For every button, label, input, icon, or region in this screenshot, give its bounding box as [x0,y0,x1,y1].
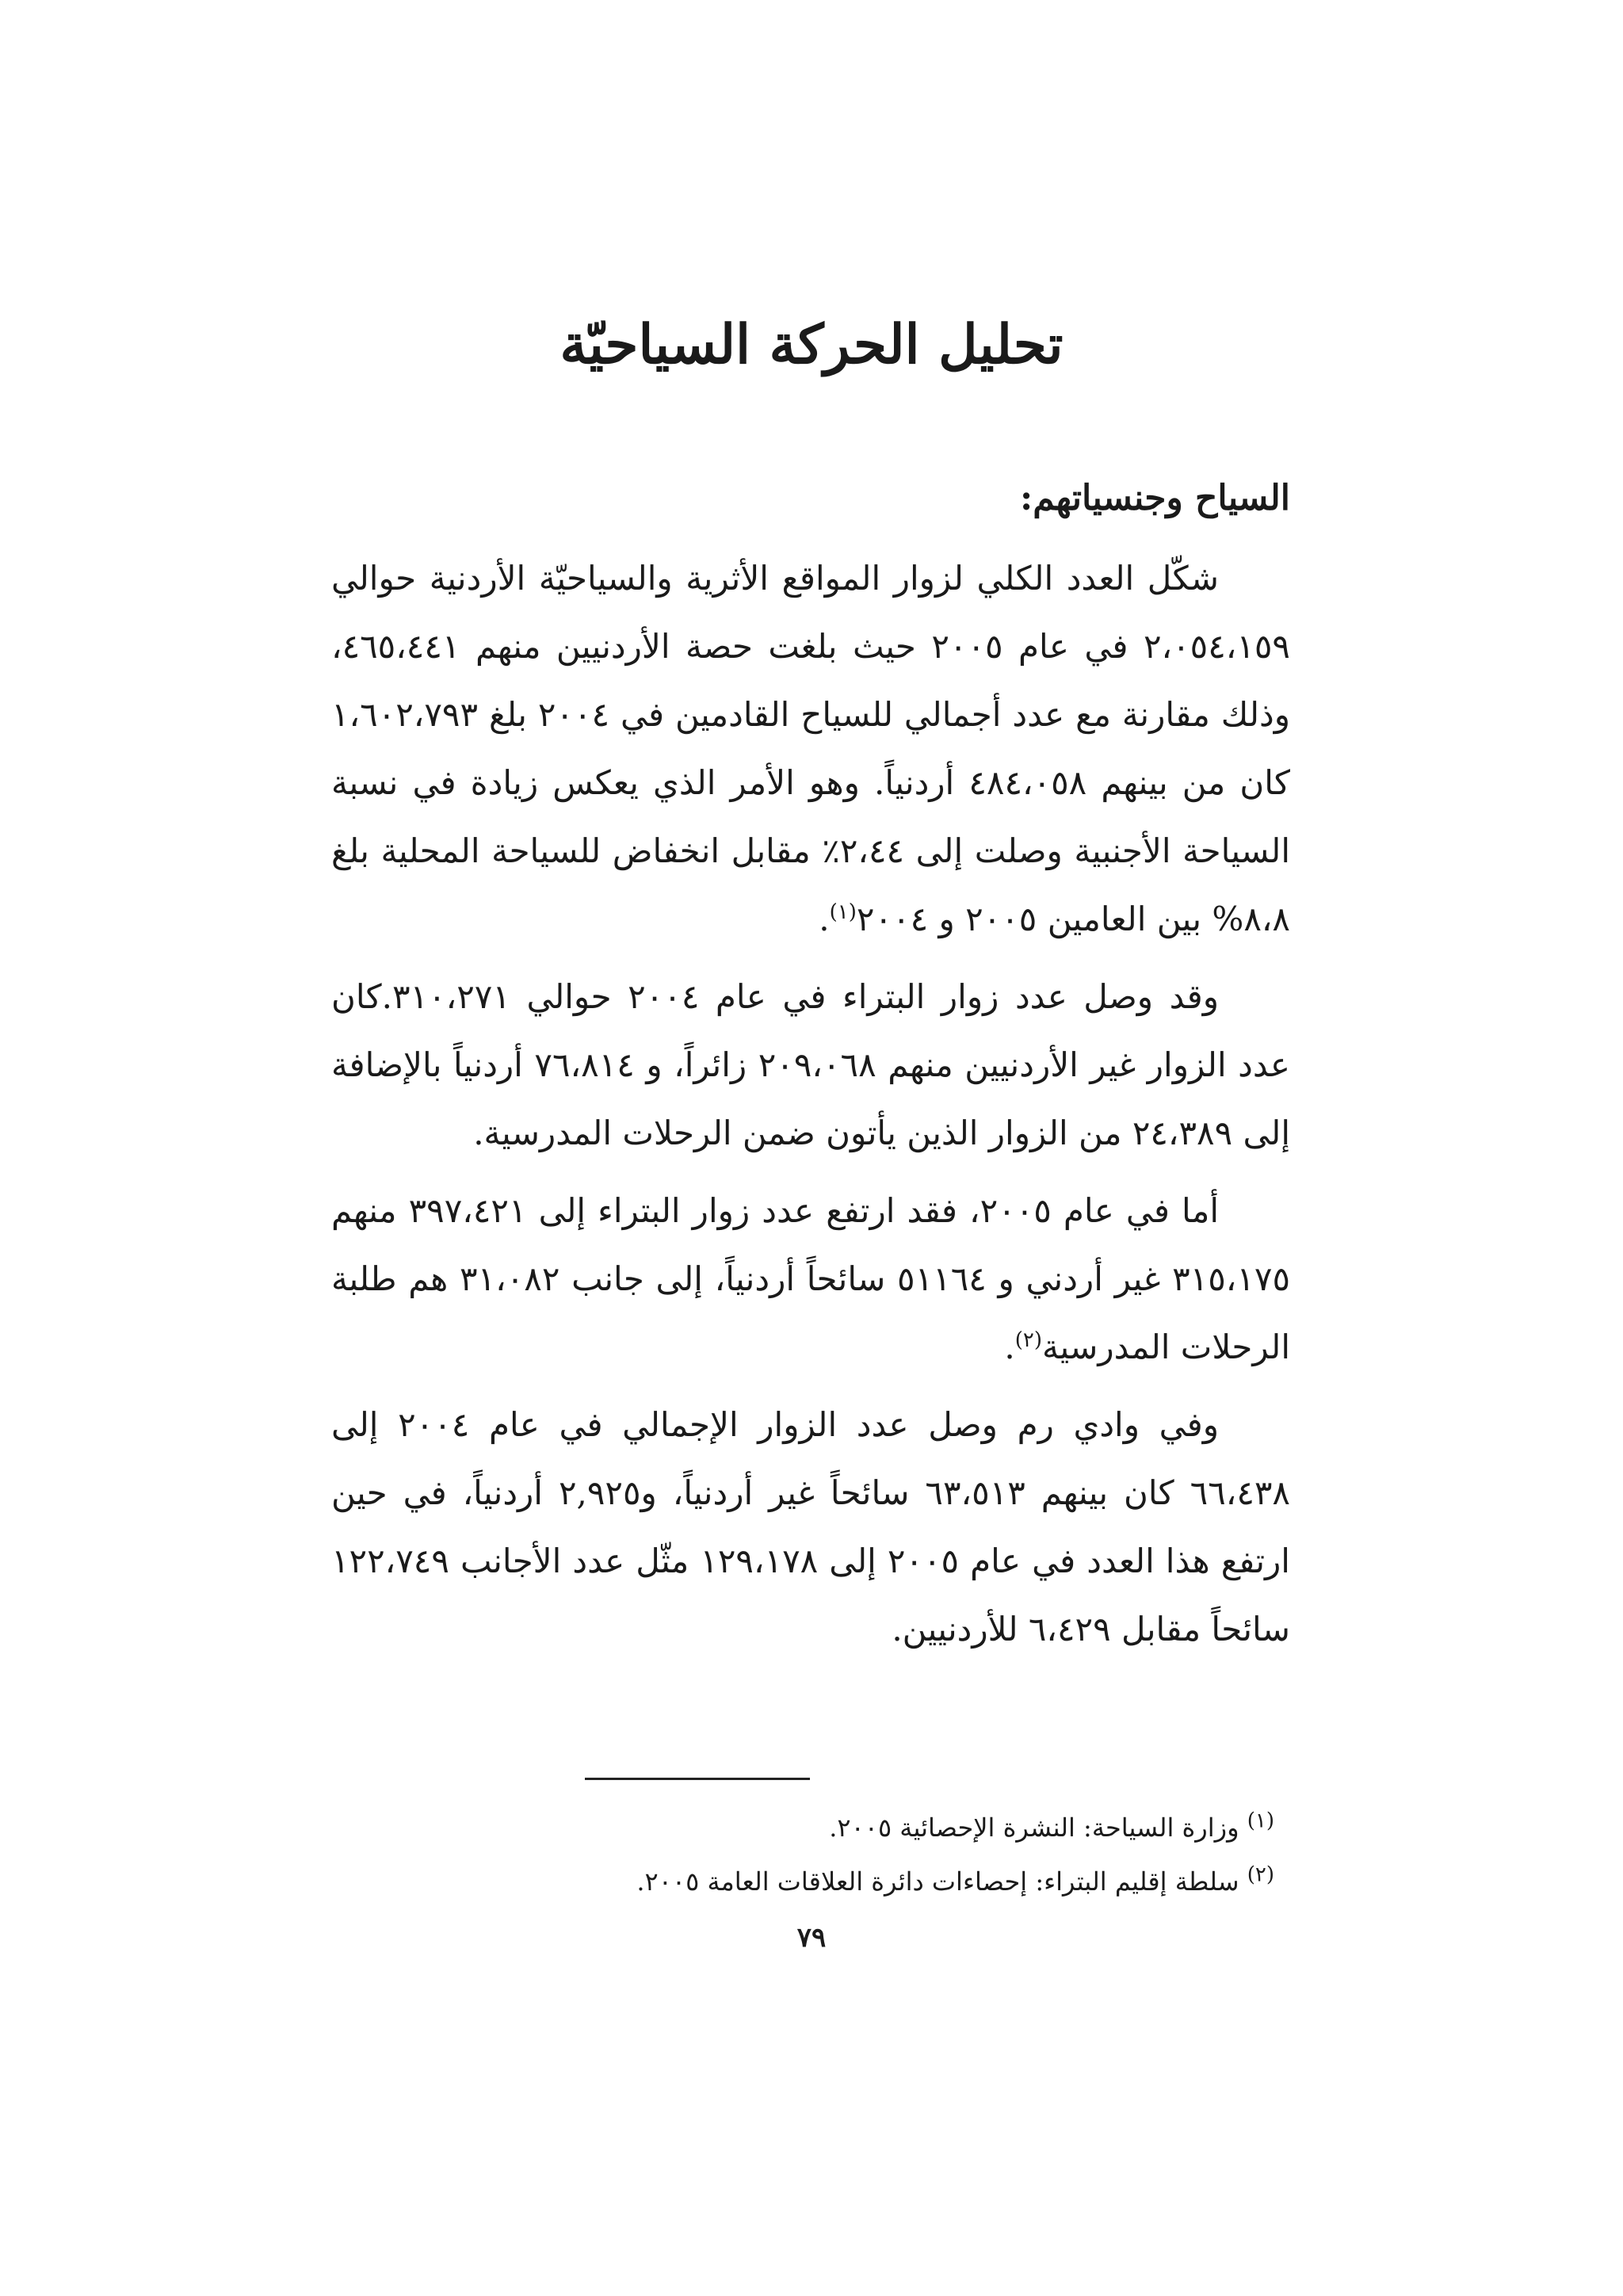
footnote-mark: (١) [1247,1809,1274,1833]
paragraph-text: أما في عام ٢٠٠٥، فقد ارتفع عدد زوار البتراء إلى ٣٩٧،٤٢١ منهم ٣١٥،١٧٥ غير أردني و ٥١١٦٤ سائحاً أردنياً، إلى جانب ٣١،٠٨٢ هم طلبة الرحلات المدرسية [331,1191,1291,1367]
footnote-1 [323,1801,1274,1855]
paragraph-text: وفي وادي رم وصل عدد الزوار الإجمالي في عام ٢٠٠٤ إلى ٦٦،٤٣٨ كان بينهم ٦٣،٥١٣ سائحاً غير أردنياً، و٢,٩٢٥ أردنياً، في حين ارتفع هذا العدد في عام ٢٠٠٥ إلى ١٢٩،١٧٨ مثّل عدد الأجانب ١٢٢،٧٤٩ سائحاً مقابل ٦،٤٢٩ للأردنيين. [331,1405,1290,1649]
paragraph-petra-2004 [331,963,1290,1167]
paragraph-end: . [1004,1328,1015,1367]
page-number: ٧٩ [796,1922,827,1954]
paragraph-petra-2005 [331,1177,1290,1381]
footnote-mark: (٢) [1247,1862,1274,1887]
section-heading: السياح وجنسياتهم: [1020,478,1290,518]
footnote-reference: (٢) [1014,1328,1042,1353]
footnotes [323,1801,1274,1908]
footnote-text: سلطة إقليم البتراء: إحصاءات دائرة العلاقات العامة ٢٠٠٥. [636,1866,1239,1897]
footnote-divider [585,1778,810,1780]
footnote-2 [323,1855,1274,1908]
main-text [331,476,1290,1673]
footnote-text: وزارة السياحة: النشرة الإحصائية ٢٠٠٥. [829,1813,1239,1843]
paragraph-wadi-rum [331,1391,1290,1664]
paragraph-text: شكّل العدد الكلي لزوار المواقع الأثرية والسياحيّة الأردنية حوالي ٢،٠٥٤،١٥٩ في عام ٢٠٠٥ حيث بلغت حصة الأردنيين منهم ٤٦٥،٤٤١، وذلك مقارنة مع عدد أجمالي للسياح القادمين في ٢٠٠٤ بلغ ١،٦٠٢،٧٩٣ كان من بينهم ٤٨٤،٠٥٨ أردنياً. وهو الأمر الذي يعكس زيادة في نسبة السياحة الأجنبية وصلت إلى ٢،٤٤٪ مقابل انخفاض للسياحة المحلية بلغ ٨،٨% بين العامين ٢٠٠٥ و ٢٠٠٤ [331,559,1290,939]
footnote-reference: (١) [829,900,857,925]
paragraph-end: . [819,900,830,939]
page-title: تحليل الحركة السياحيّة [559,313,1064,376]
paragraph-tourist-totals [331,544,1290,953]
paragraph-text: وقد وصل عدد زوار البتراء في عام ٢٠٠٤ حوالي ٣١٠،٢٧١.كان عدد الزوار غير الأردنيين منهم ٢٠٩،٠٦٨ زائراً، و ٧٦،٨١٤ أردنياً بالإضافة إلى ٢٤،٣٨٩ من الزوار الذين يأتون ضمن الرحلات المدرسية. [331,977,1290,1153]
